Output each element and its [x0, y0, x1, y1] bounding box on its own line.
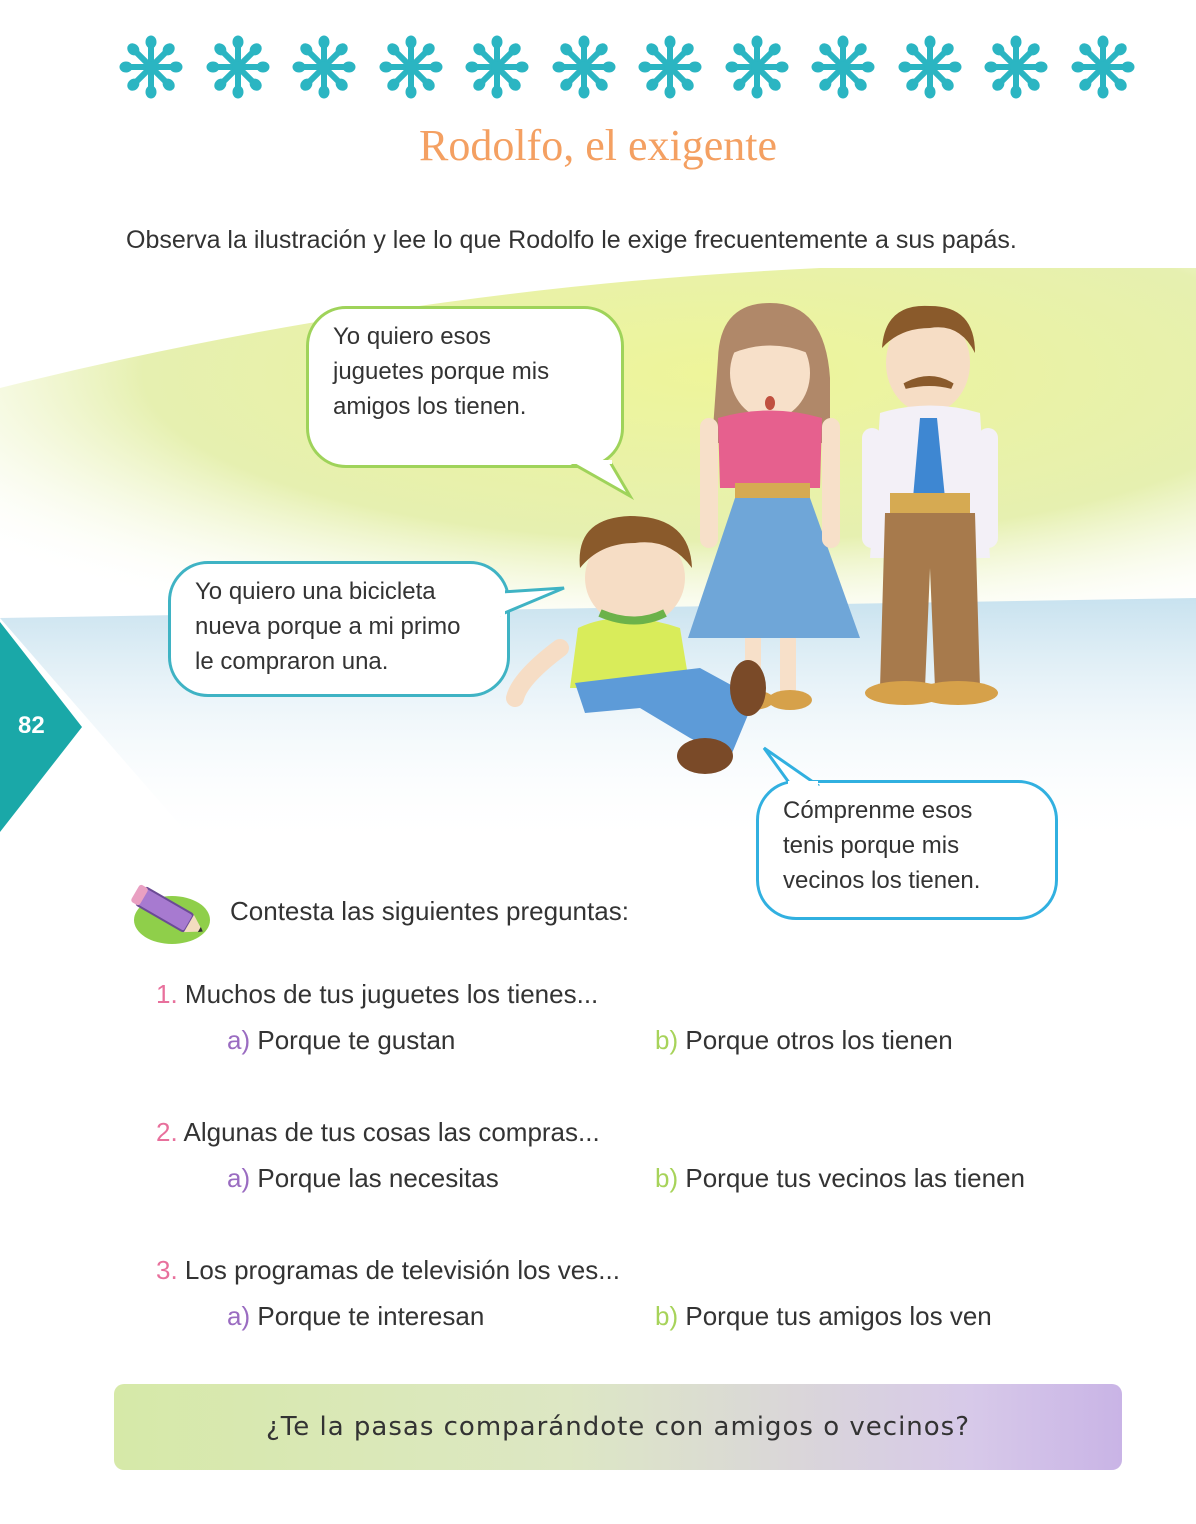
- question-text: Algunas de tus cosas las compras...: [183, 1117, 600, 1147]
- question-number: 1.: [156, 979, 178, 1009]
- question-number: 2.: [156, 1117, 178, 1147]
- bubble-line: le compraron una.: [195, 648, 389, 675]
- asterisk-flower-icon: [551, 34, 617, 100]
- option-letter: b): [655, 1025, 679, 1055]
- option-text: Porque tus vecinos las tienen: [685, 1163, 1026, 1193]
- page-title: Rodolfo, el exigente: [418, 121, 777, 170]
- speech-bubble-bicycle: [168, 561, 510, 697]
- question-3: [156, 1255, 620, 1286]
- option-1a[interactable]: [227, 1025, 455, 1056]
- asterisk-flower-icon: [118, 34, 184, 100]
- page-number: 82: [18, 712, 45, 739]
- question-text: Muchos de tus juguetes los tienes...: [184, 979, 599, 1009]
- option-2b[interactable]: [655, 1163, 1025, 1194]
- asterisk-flower-icon: [378, 34, 444, 100]
- star-row: [118, 34, 1118, 104]
- option-letter: b): [655, 1301, 679, 1331]
- asterisk-flower-icon: [983, 34, 1049, 100]
- asterisk-flower-icon: [291, 34, 357, 100]
- bubble-line: nueva porque a mi primo: [195, 613, 461, 640]
- question-number: 3.: [156, 1255, 178, 1285]
- bubble-line: tenis porque mis: [783, 832, 960, 859]
- option-text: Porque otros los tienen: [685, 1025, 953, 1055]
- option-3a[interactable]: [227, 1301, 484, 1332]
- asterisk-flower-icon: [1070, 34, 1136, 100]
- question-text: Los programas de televisión los ves...: [184, 1255, 620, 1285]
- bubble-line: vecinos los tienen.: [783, 867, 981, 894]
- bubble-line: juguetes porque mis: [333, 358, 550, 385]
- bubble-line: Cómprenme esos: [783, 797, 973, 824]
- asterisk-flower-icon: [897, 34, 963, 100]
- option-text: Porque las necesitas: [257, 1163, 499, 1193]
- speech-bubble-tail: [760, 746, 820, 786]
- question-1: [156, 979, 598, 1010]
- asterisk-flower-icon: [724, 34, 790, 100]
- bubble-line: Yo quiero esos: [333, 323, 491, 350]
- speech-bubble-toys: [306, 306, 624, 468]
- option-letter: a): [227, 1301, 251, 1331]
- instruction-text: Contesta las siguientes preguntas:: [230, 896, 629, 926]
- asterisk-flower-icon: [637, 34, 703, 100]
- banner-text: ¿Te la pasas comparándote con amigos o vecinos?: [265, 1412, 971, 1442]
- question-2: [156, 1117, 600, 1148]
- reflection-banner: [114, 1384, 1122, 1470]
- option-text: Porque tus amigos los ven: [685, 1301, 992, 1331]
- option-1b[interactable]: [655, 1025, 953, 1056]
- speech-bubble-sneakers: [756, 780, 1058, 920]
- pencil-icon: [124, 874, 214, 950]
- option-text: Porque te gustan: [257, 1025, 456, 1055]
- illustration: [0, 268, 1196, 894]
- speech-bubble-tail: [500, 584, 570, 624]
- option-3b[interactable]: [655, 1301, 992, 1332]
- option-text: Porque te interesan: [257, 1301, 485, 1331]
- option-letter: a): [227, 1025, 251, 1055]
- intro-text: Observa la ilustración y lee lo que Rodolfo le exige frecuentemente a sus papás.: [126, 226, 1017, 254]
- asterisk-flower-icon: [464, 34, 530, 100]
- option-letter: a): [227, 1163, 251, 1193]
- option-2a[interactable]: [227, 1163, 499, 1194]
- asterisk-flower-icon: [810, 34, 876, 100]
- bubble-line: amigos los tienen.: [333, 393, 527, 420]
- option-letter: b): [655, 1163, 679, 1193]
- asterisk-flower-icon: [205, 34, 271, 100]
- bubble-line: Yo quiero una bicicleta: [195, 578, 436, 605]
- speech-bubble-tail: [570, 460, 640, 500]
